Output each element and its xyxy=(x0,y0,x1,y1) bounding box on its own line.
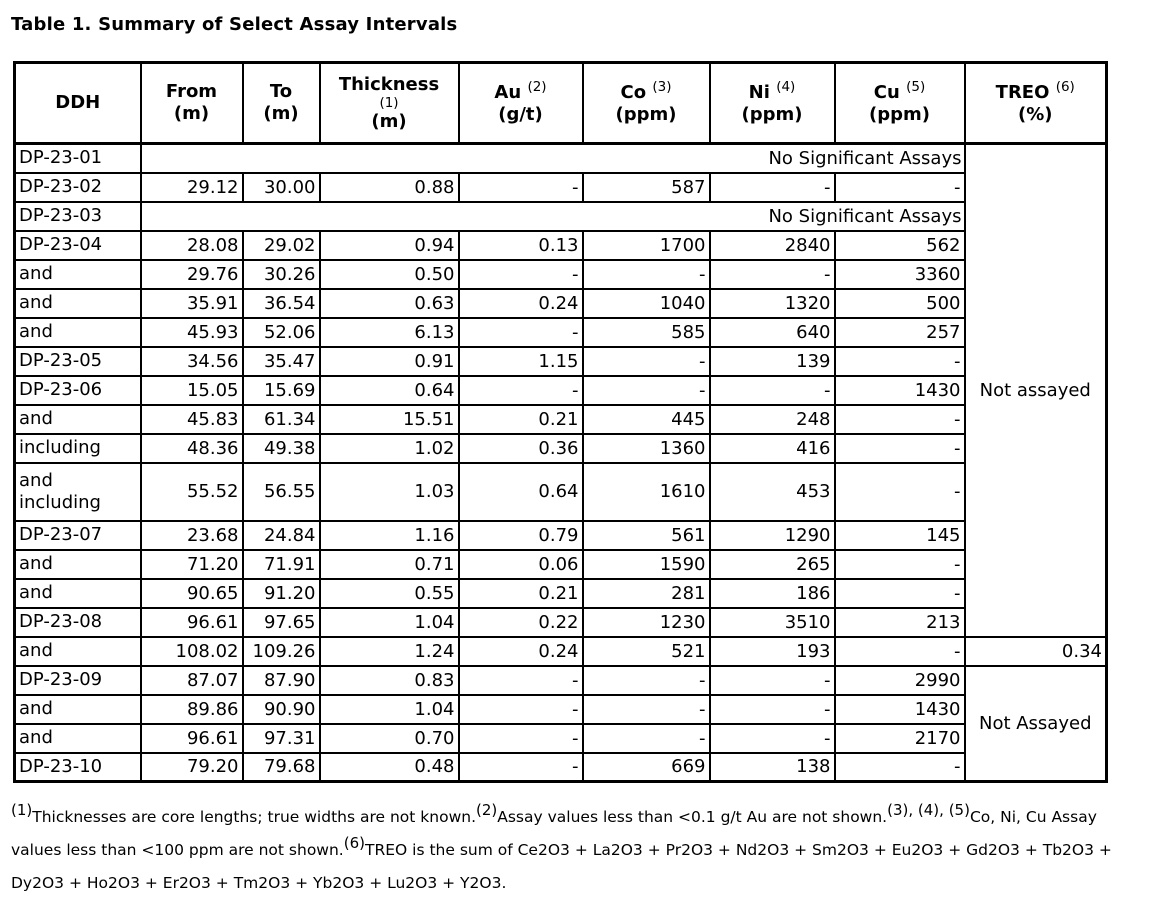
co-cell: - xyxy=(583,376,710,405)
page-title: Table 1. Summary of Select Assay Intervals xyxy=(11,14,458,35)
ni-cell: - xyxy=(710,724,835,753)
to-cell: 79.68 xyxy=(243,753,320,782)
thickness-cell: 0.64 xyxy=(320,376,459,405)
co-cell: 1040 xyxy=(583,289,710,318)
cu-cell: - xyxy=(835,637,965,666)
cu-cell: - xyxy=(835,550,965,579)
ddh-cell: and xyxy=(15,637,141,666)
table-row xyxy=(15,637,1107,666)
au-cell: - xyxy=(459,318,583,347)
thickness-cell: 1.04 xyxy=(320,608,459,637)
from-cell: 28.08 xyxy=(141,231,243,260)
table-row xyxy=(15,289,1107,318)
col-header-cu xyxy=(835,63,965,144)
co-cell: 521 xyxy=(583,637,710,666)
from-cell: 23.68 xyxy=(141,521,243,550)
ddh-cell: DP-23-08 xyxy=(15,608,141,637)
table-row xyxy=(15,260,1107,289)
footnote-text-1: Thicknesses are core lengths; true widths are not known. xyxy=(32,808,476,826)
au-cell: 0.21 xyxy=(459,405,583,434)
to-cell: 52.06 xyxy=(243,318,320,347)
table-row xyxy=(15,753,1107,782)
table-row xyxy=(15,144,1107,173)
au-cell: - xyxy=(459,376,583,405)
table-row xyxy=(15,463,1107,521)
thickness-cell: 0.88 xyxy=(320,173,459,202)
footnote-text-3-4-5: Co, Ni, Cu Assay values less than <100 ppm are not shown. xyxy=(11,808,1097,859)
cu-cell: 562 xyxy=(835,231,965,260)
footnote-marker-2: (2) xyxy=(476,801,498,819)
ddh-cell: DP-23-01 xyxy=(15,144,141,173)
col-header-ni-label: Ni xyxy=(748,81,770,103)
col-header-co-footnote-ref: (3) xyxy=(652,78,672,95)
footnote-marker-6: (6) xyxy=(343,834,365,852)
cu-cell: - xyxy=(835,173,965,202)
col-header-au-footnote-ref: (2) xyxy=(527,78,547,95)
to-cell: 97.31 xyxy=(243,724,320,753)
to-cell: 29.02 xyxy=(243,231,320,260)
co-cell: 561 xyxy=(583,521,710,550)
au-cell: 0.22 xyxy=(459,608,583,637)
from-cell: 29.12 xyxy=(141,173,243,202)
thickness-cell: 0.50 xyxy=(320,260,459,289)
cu-cell: - xyxy=(835,405,965,434)
col-header-thickness-unit: (m) xyxy=(371,110,407,132)
ni-cell: 1320 xyxy=(710,289,835,318)
to-cell: 61.34 xyxy=(243,405,320,434)
cu-cell: 213 xyxy=(835,608,965,637)
to-cell: 97.65 xyxy=(243,608,320,637)
col-header-au xyxy=(459,63,583,144)
ni-cell: 193 xyxy=(710,637,835,666)
au-cell: - xyxy=(459,173,583,202)
no-significant-assays-cell: No Significant Assays xyxy=(141,144,965,173)
co-cell: - xyxy=(583,347,710,376)
cu-cell: 1430 xyxy=(835,695,965,724)
header-row xyxy=(15,63,1107,144)
to-cell: 36.54 xyxy=(243,289,320,318)
ddh-cell: DP-23-07 xyxy=(15,521,141,550)
thickness-cell: 0.94 xyxy=(320,231,459,260)
col-header-au-label: Au xyxy=(494,81,522,103)
col-header-au-unit: (g/t) xyxy=(498,103,543,125)
ddh-cell: and xyxy=(15,318,141,347)
to-cell: 30.00 xyxy=(243,173,320,202)
from-cell: 29.76 xyxy=(141,260,243,289)
ddh-cell: and xyxy=(15,579,141,608)
co-cell: 1230 xyxy=(583,608,710,637)
au-cell: 0.21 xyxy=(459,579,583,608)
ni-cell: - xyxy=(710,666,835,695)
col-header-from xyxy=(141,63,243,144)
table-row xyxy=(15,521,1107,550)
col-header-treo xyxy=(965,63,1107,144)
no-significant-assays-cell: No Significant Assays xyxy=(141,202,965,231)
to-cell: 91.20 xyxy=(243,579,320,608)
col-header-ddh-label: DDH xyxy=(55,92,101,113)
au-cell: 0.24 xyxy=(459,637,583,666)
ni-cell: 640 xyxy=(710,318,835,347)
treo-not-assayed-cell: Not Assayed xyxy=(965,666,1107,782)
thickness-cell: 0.63 xyxy=(320,289,459,318)
col-header-cu-label: Cu xyxy=(873,81,900,103)
to-cell: 109.26 xyxy=(243,637,320,666)
from-cell: 71.20 xyxy=(141,550,243,579)
ni-cell: - xyxy=(710,173,835,202)
table-row xyxy=(15,405,1107,434)
footnote-text-2: Assay values less than <0.1 g/t Au are not shown. xyxy=(497,808,888,826)
ddh-cell: DP-23-09 xyxy=(15,666,141,695)
cu-cell: - xyxy=(835,347,965,376)
co-cell: - xyxy=(583,260,710,289)
ddh-cell: including xyxy=(15,434,141,463)
table-row xyxy=(15,318,1107,347)
co-cell: - xyxy=(583,724,710,753)
au-cell: 0.79 xyxy=(459,521,583,550)
ddh-cell: DP-23-05 xyxy=(15,347,141,376)
col-header-to-unit: (m) xyxy=(263,103,299,124)
table-row xyxy=(15,666,1107,695)
au-cell: 0.13 xyxy=(459,231,583,260)
au-cell: 0.06 xyxy=(459,550,583,579)
thickness-cell: 6.13 xyxy=(320,318,459,347)
cu-cell: 145 xyxy=(835,521,965,550)
au-cell: 1.15 xyxy=(459,347,583,376)
co-cell: 585 xyxy=(583,318,710,347)
from-cell: 35.91 xyxy=(141,289,243,318)
ddh-cell: and xyxy=(15,724,141,753)
treo-cell: 0.34 xyxy=(965,637,1107,666)
from-cell: 96.61 xyxy=(141,608,243,637)
cu-cell: - xyxy=(835,434,965,463)
cu-cell: - xyxy=(835,753,965,782)
col-header-from-unit: (m) xyxy=(173,103,210,124)
col-header-thickness xyxy=(320,63,459,144)
col-header-treo-label: TREO xyxy=(995,81,1050,103)
col-header-treo-unit: (%) xyxy=(1018,103,1053,125)
ni-cell: 2840 xyxy=(710,231,835,260)
thickness-cell: 0.70 xyxy=(320,724,459,753)
co-cell: 445 xyxy=(583,405,710,434)
table-row xyxy=(15,173,1107,202)
to-cell: 90.90 xyxy=(243,695,320,724)
from-cell: 48.36 xyxy=(141,434,243,463)
from-cell: 15.05 xyxy=(141,376,243,405)
ddh-cell: DP-23-03 xyxy=(15,202,141,231)
treo-not-assayed-cell: Not assayed xyxy=(965,144,1107,637)
from-cell: 45.93 xyxy=(141,318,243,347)
ni-cell: 416 xyxy=(710,434,835,463)
table-row xyxy=(15,231,1107,260)
table-row xyxy=(15,202,1107,231)
footnote-marker-3-4-5: (3), (4), (5) xyxy=(887,801,970,819)
ni-cell: 248 xyxy=(710,405,835,434)
from-cell: 96.61 xyxy=(141,724,243,753)
cu-cell: 257 xyxy=(835,318,965,347)
ni-cell: 139 xyxy=(710,347,835,376)
ni-cell: - xyxy=(710,376,835,405)
col-header-ni-unit: (ppm) xyxy=(741,103,803,125)
table-row xyxy=(15,579,1107,608)
footnote-text-6: TREO is the sum of Ce2O3 + La2O3 + Pr2O3 + Nd2O3 + Sm2O3 + Eu2O3 + Gd2O3 + Tb2O3 + Dy2O3 + Ho2O3 + Er2O3 + Tm2O3 + Yb2O3 + Lu2O3 + Y2O3. xyxy=(11,841,1112,892)
table-row xyxy=(15,434,1107,463)
co-cell: 1590 xyxy=(583,550,710,579)
col-header-to xyxy=(243,63,320,144)
co-cell: - xyxy=(583,666,710,695)
from-cell: 108.02 xyxy=(141,637,243,666)
co-cell: 1700 xyxy=(583,231,710,260)
cu-cell: 2990 xyxy=(835,666,965,695)
ddh-cell: and xyxy=(15,405,141,434)
ni-cell: - xyxy=(710,695,835,724)
cu-cell: - xyxy=(835,579,965,608)
table-row xyxy=(15,608,1107,637)
au-cell: 0.36 xyxy=(459,434,583,463)
to-cell: 49.38 xyxy=(243,434,320,463)
ni-cell: 3510 xyxy=(710,608,835,637)
table-row xyxy=(15,347,1107,376)
from-cell: 87.07 xyxy=(141,666,243,695)
to-cell: 71.91 xyxy=(243,550,320,579)
ddh-label: and including xyxy=(19,469,101,513)
to-cell: 87.90 xyxy=(243,666,320,695)
to-cell: 24.84 xyxy=(243,521,320,550)
to-cell: 35.47 xyxy=(243,347,320,376)
co-cell: 669 xyxy=(583,753,710,782)
co-cell: 1360 xyxy=(583,434,710,463)
thickness-cell: 1.03 xyxy=(320,463,459,521)
thickness-cell: 1.24 xyxy=(320,637,459,666)
ni-cell: 453 xyxy=(710,463,835,521)
ddh-cell: and xyxy=(15,695,141,724)
ddh-cell: DP-23-10 xyxy=(15,753,141,782)
cu-cell: 3360 xyxy=(835,260,965,289)
ni-cell: 265 xyxy=(710,550,835,579)
from-cell: 34.56 xyxy=(141,347,243,376)
to-cell: 56.55 xyxy=(243,463,320,521)
col-header-ddh xyxy=(15,63,141,144)
ni-cell: - xyxy=(710,260,835,289)
to-cell: 15.69 xyxy=(243,376,320,405)
ddh-cell: and xyxy=(15,260,141,289)
co-cell: 281 xyxy=(583,579,710,608)
ddh-cell: and xyxy=(15,289,141,318)
co-cell: 587 xyxy=(583,173,710,202)
ddh-cell: DP-23-06 xyxy=(15,376,141,405)
au-cell: 0.24 xyxy=(459,289,583,318)
co-cell: 1610 xyxy=(583,463,710,521)
from-cell: 90.65 xyxy=(141,579,243,608)
ddh-cell: DP-23-04 xyxy=(15,231,141,260)
thickness-cell: 0.48 xyxy=(320,753,459,782)
cu-cell: 2170 xyxy=(835,724,965,753)
ni-cell: 186 xyxy=(710,579,835,608)
col-header-to-label: To xyxy=(269,81,293,102)
thickness-cell: 1.16 xyxy=(320,521,459,550)
thickness-cell: 0.55 xyxy=(320,579,459,608)
au-cell: - xyxy=(459,724,583,753)
col-header-from-label: From xyxy=(165,81,218,102)
ni-cell: 138 xyxy=(710,753,835,782)
thickness-cell: 1.02 xyxy=(320,434,459,463)
ddh-cell: and xyxy=(15,550,141,579)
footnote-marker-1: (1) xyxy=(11,801,33,819)
to-cell: 30.26 xyxy=(243,260,320,289)
table-row xyxy=(15,376,1107,405)
thickness-cell: 0.71 xyxy=(320,550,459,579)
ddh-cell xyxy=(15,463,141,521)
from-cell: 55.52 xyxy=(141,463,243,521)
col-header-co-unit: (ppm) xyxy=(615,103,677,125)
col-header-treo-footnote-ref: (6) xyxy=(1055,78,1075,95)
col-header-co-label: Co xyxy=(620,81,647,103)
col-header-co xyxy=(583,63,710,144)
cu-cell: 500 xyxy=(835,289,965,318)
cu-cell: 1430 xyxy=(835,376,965,405)
col-header-ni-footnote-ref: (4) xyxy=(776,78,796,95)
au-cell: - xyxy=(459,753,583,782)
col-header-cu-footnote-ref: (5) xyxy=(906,78,926,95)
ddh-cell: DP-23-02 xyxy=(15,173,141,202)
cu-cell: - xyxy=(835,463,965,521)
thickness-cell: 0.91 xyxy=(320,347,459,376)
thickness-cell: 15.51 xyxy=(320,405,459,434)
assay-intervals-table xyxy=(13,61,1108,783)
table-row xyxy=(15,550,1107,579)
col-header-cu-unit: (ppm) xyxy=(869,103,930,125)
ni-cell: 1290 xyxy=(710,521,835,550)
co-cell: - xyxy=(583,695,710,724)
au-cell: - xyxy=(459,666,583,695)
col-header-thickness-label: Thickness xyxy=(338,73,440,95)
from-cell: 45.83 xyxy=(141,405,243,434)
table-row xyxy=(15,724,1107,753)
au-cell: 0.64 xyxy=(459,463,583,521)
au-cell: - xyxy=(459,260,583,289)
au-cell: - xyxy=(459,695,583,724)
thickness-cell: 1.04 xyxy=(320,695,459,724)
footnotes xyxy=(11,801,1131,900)
thickness-cell: 0.83 xyxy=(320,666,459,695)
from-cell: 89.86 xyxy=(141,695,243,724)
col-header-ni xyxy=(710,63,835,144)
col-header-thickness-footnote-ref: (1) xyxy=(379,94,399,111)
from-cell: 79.20 xyxy=(141,753,243,782)
table-row xyxy=(15,695,1107,724)
